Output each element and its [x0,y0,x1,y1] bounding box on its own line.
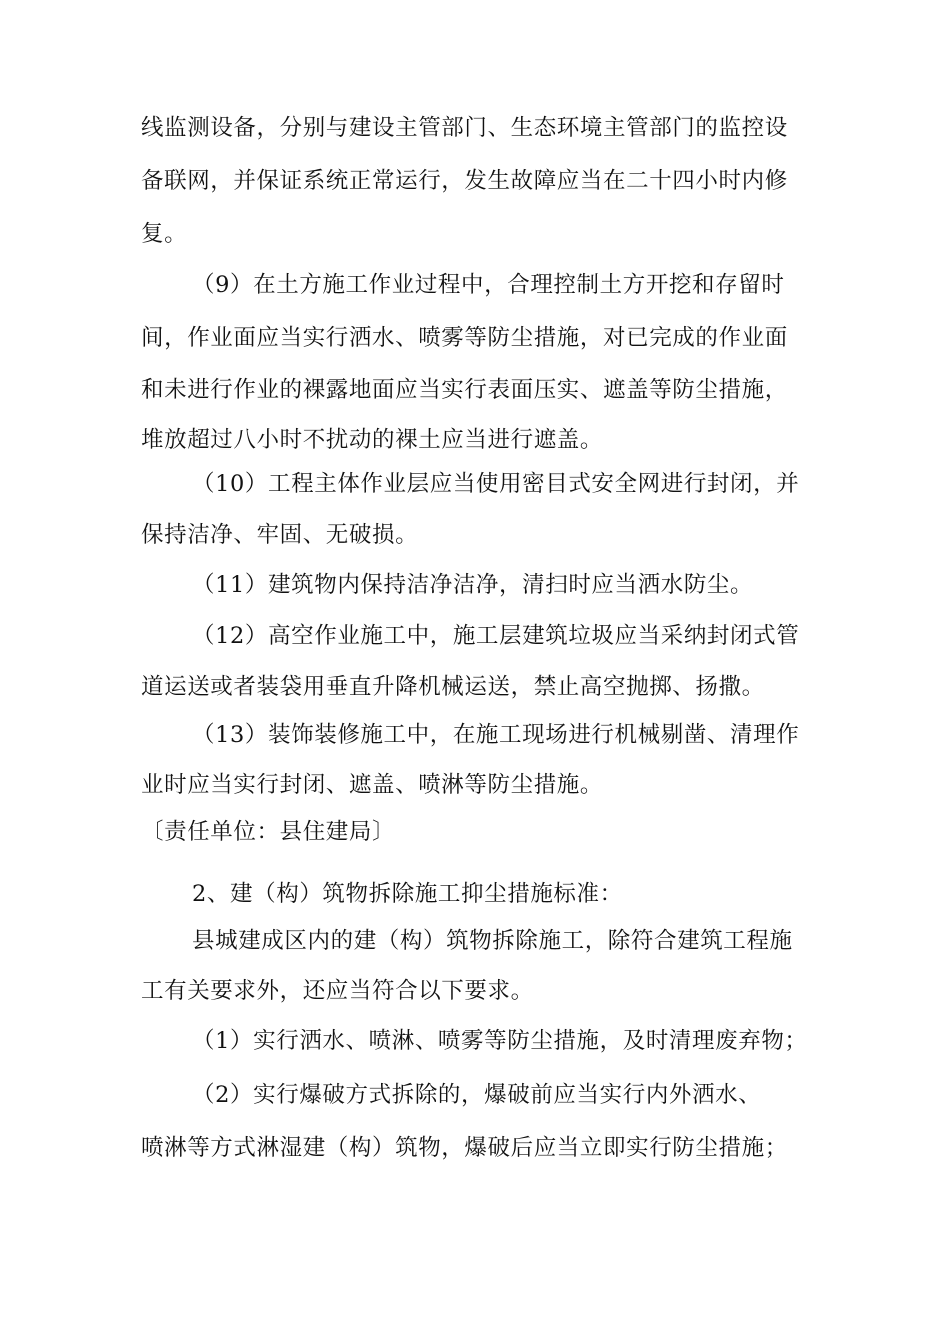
text-line: （13）装饰装修施工中，在施工现场进行机械剔凿、清理作 [192,722,800,748]
text-line: 间，作业面应当实行洒水、喷雾等防尘措施，对已完成的作业面 [141,325,788,351]
text-line: 堆放超过八小时不扰动的裸土应当进行遮盖。 [141,427,604,453]
text-line: 保持洁净、牢固、无破损。 [141,522,419,548]
text-line: （2）实行爆破方式拆除的，爆破前应当实行内外洒水、 [192,1082,762,1108]
text-line: （12）高空作业施工中，施工层建筑垃圾应当采纳封闭式管 [192,623,800,649]
text-line: 业时应当实行封闭、遮盖、喷淋等防尘措施。 [141,772,604,798]
text-line: 复。 [141,221,188,247]
section-heading: 2、建（构）筑物拆除施工抑尘措施标准： [192,881,623,907]
text-line: 喷淋等方式淋湿建（构）筑物，爆破后应当立即实行防尘措施； [141,1135,788,1161]
text-line: （1）实行洒水、喷淋、喷雾等防尘措施，及时清理废弃物； [192,1028,808,1054]
text-line: （9）在土方施工作业过程中，合理控制土方开挖和存留时 [192,272,785,298]
responsible-unit-note: 〔责任单位：县住建局〕 [141,819,396,845]
text-line: （11）建筑物内保持洁净洁净，清扫时应当洒水防尘。 [192,572,754,598]
text-line: 线监测设备，分别与建设主管部门、生态环境主管部门的监控设 [141,115,788,141]
text-line: （10）工程主体作业层应当使用密目式安全网进行封闭，并 [192,471,800,497]
text-line: 工有关要求外，还应当符合以下要求。 [141,978,534,1004]
text-line: 和未进行作业的裸露地面应当实行表面压实、遮盖等防尘措施， [141,377,788,403]
text-line: 备联网，并保证系统正常运行，发生故障应当在二十四小时内修 [141,168,788,194]
text-line: 县城建成区内的建（构）筑物拆除施工，除符合建筑工程施 [192,928,793,954]
text-line: 道运送或者装袋用垂直升降机械运送，禁止高空抛掷、扬撒。 [141,674,765,700]
